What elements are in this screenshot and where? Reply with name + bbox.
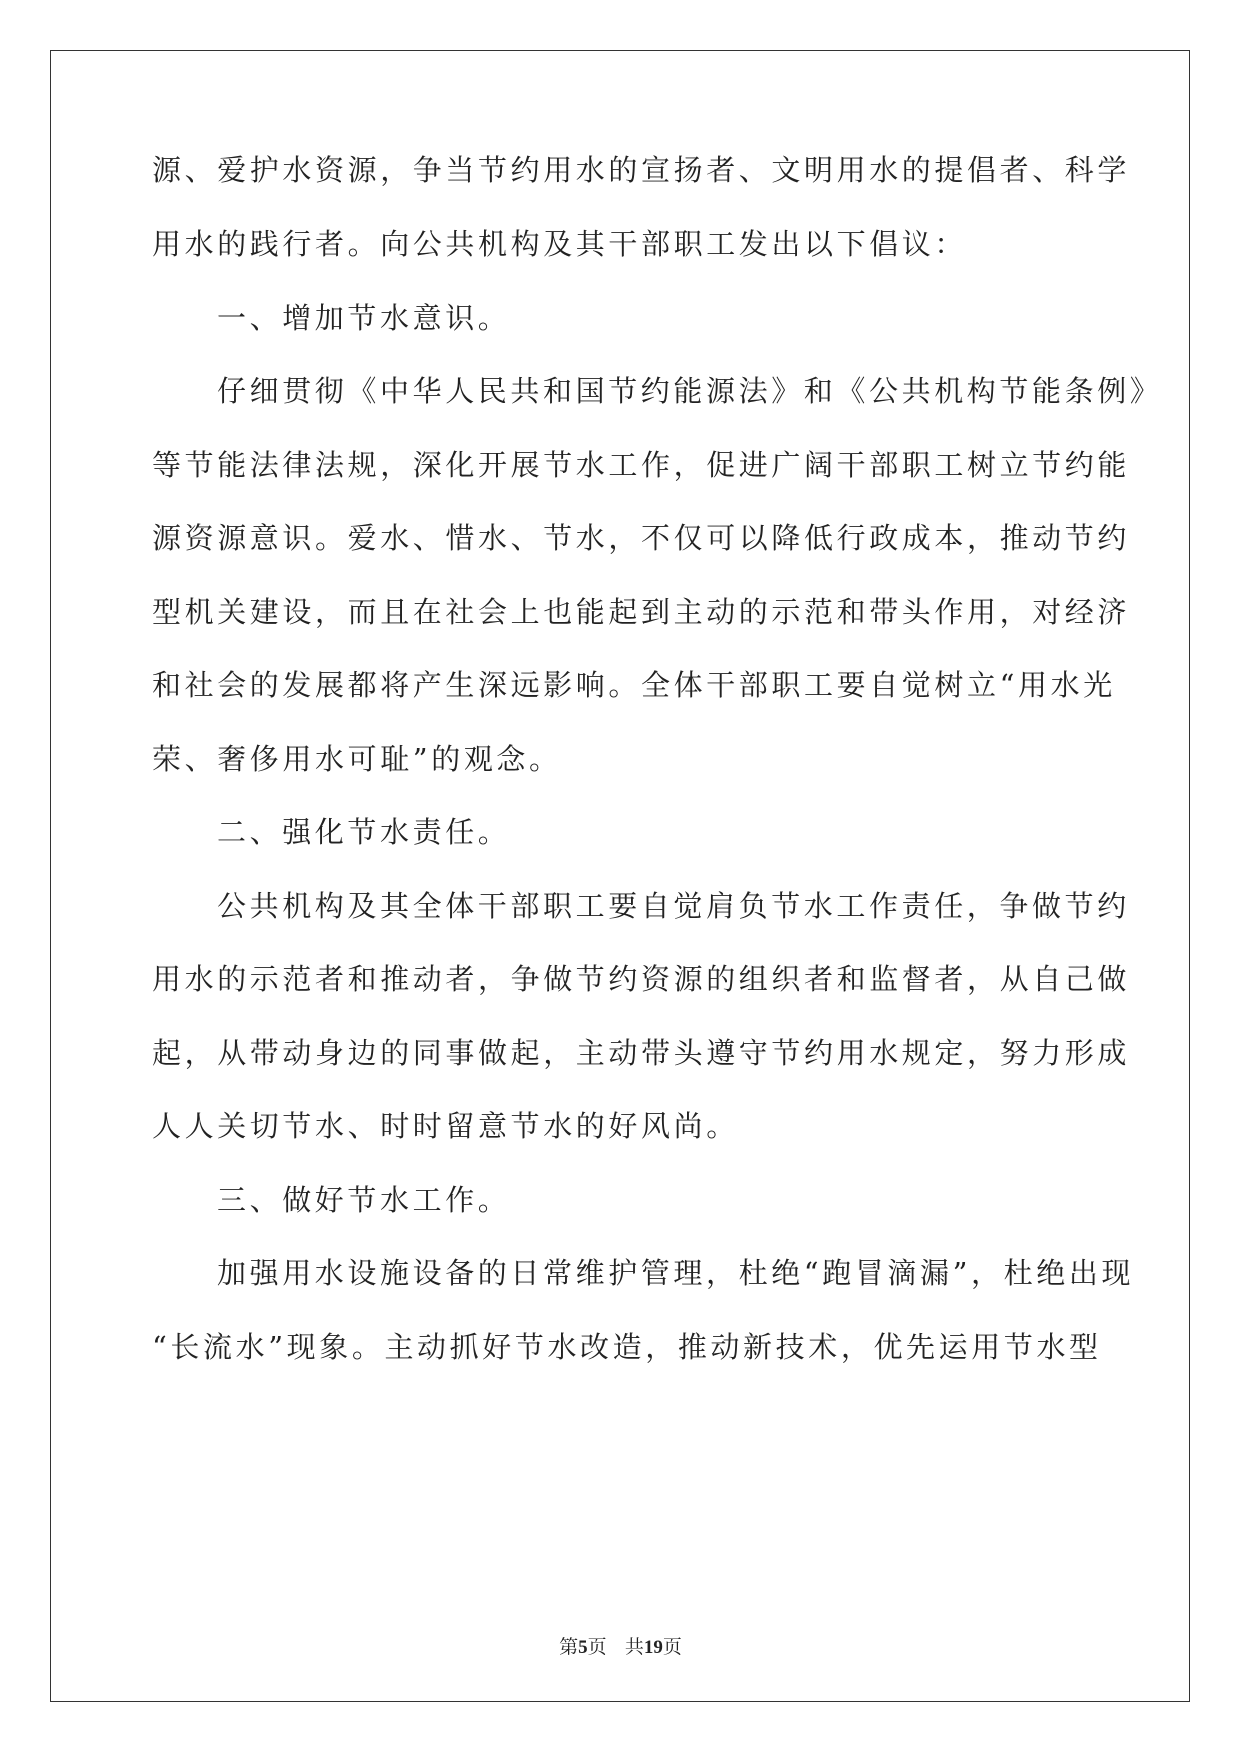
section-heading: 三、做好节水工作。 — [217, 1183, 511, 1217]
text-line: 等节能法律法规，深化开展节水工作，促进广阔干部职工树立节约能 — [152, 448, 1131, 482]
section-heading: 一、增加节水意识。 — [217, 301, 511, 335]
page-footer — [0, 1634, 1241, 1661]
text-line: 公共机构及其全体干部职工要自觉肩负节水工作责任，争做节约 — [217, 889, 1130, 923]
total-page-count: 19 — [643, 1637, 663, 1658]
footer-page-suffix: 页 — [587, 1636, 607, 1658]
text-line: 用水的示范者和推动者，争做节约资源的组织者和监督者，从自己做 — [152, 962, 1131, 996]
text-line: 加强用水设施设备的日常维护管理，杜绝“跑冒滴漏”，杜绝出现 — [217, 1256, 1135, 1290]
text-line: 型机关建设，而且在社会上也能起到主动的示范和带头作用，对经济 — [152, 595, 1131, 629]
text-line: 人人关切节水、时时留意节水的好风尚。 — [152, 1109, 739, 1143]
text-line: “长流水”现象。主动抓好节水改造，推动新技术，优先运用节水型 — [152, 1330, 1102, 1364]
text-line: 源资源意识。爱水、惜水、节水，不仅可以降低行政成本，推动节约 — [152, 521, 1131, 555]
text-line: 源、爱护水资源，争当节约用水的宣扬者、文明用水的提倡者、科学 — [152, 153, 1131, 187]
text-line: 起，从带动身边的同事做起，主动带头遵守节约用水规定，努力形成 — [152, 1036, 1131, 1070]
footer-total-prefix: 共 — [624, 1636, 644, 1658]
footer-total-suffix: 页 — [662, 1636, 682, 1658]
text-line: 荣、奢侈用水可耻”的观念。 — [152, 742, 562, 776]
section-heading: 二、强化节水责任。 — [217, 815, 511, 849]
current-page-number: 5 — [578, 1637, 588, 1658]
text-line: 和社会的发展都将产生深远影响。全体干部职工要自觉树立“用水光 — [152, 668, 1116, 702]
text-line: 仔细贯彻《中华人民共和国节约能源法》和《公共机构节能条例》 — [217, 374, 1163, 408]
text-line: 用水的践行者。向公共机构及其干部职工发出以下倡议： — [152, 227, 968, 261]
footer-prefix: 第 — [559, 1636, 579, 1658]
